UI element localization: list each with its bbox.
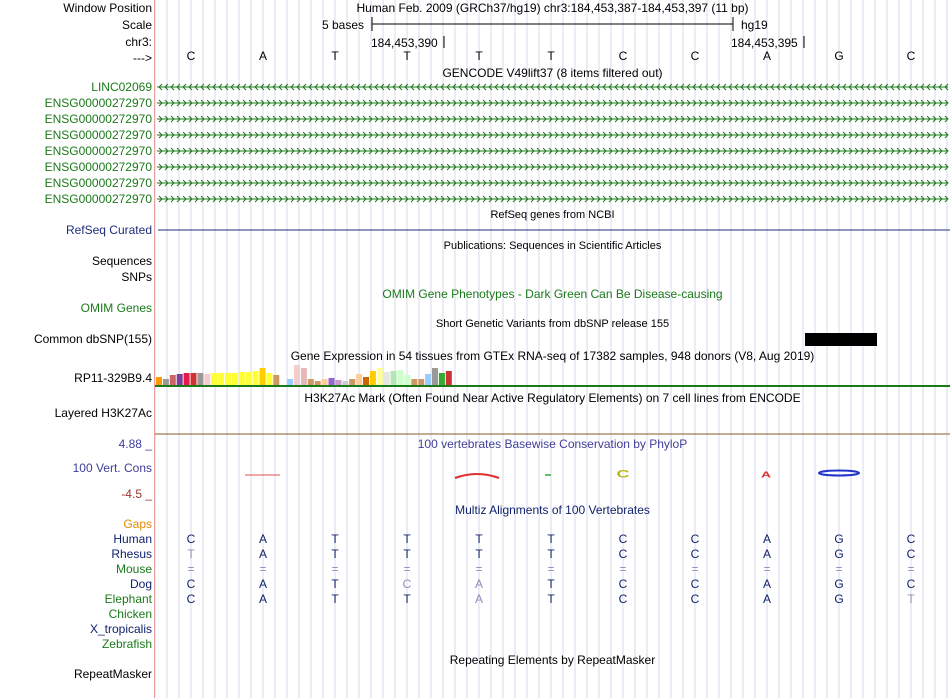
alignment-base: A bbox=[258, 547, 267, 561]
coord-2: 184,453,395 bbox=[731, 36, 798, 50]
alignment-base: C bbox=[618, 532, 628, 546]
alignment-base: T bbox=[331, 577, 339, 591]
coord-1: 184,453,390 bbox=[371, 36, 438, 50]
species-elephant[interactable]: Elephant bbox=[104, 592, 152, 606]
ref-base: A bbox=[762, 49, 771, 63]
gtex-gene-label[interactable]: RP11-329B9.4 bbox=[74, 371, 152, 385]
gene-label-ensg[interactable]: ENSG00000272970 bbox=[44, 144, 152, 158]
gene-label-linc02069[interactable]: LINC02069 bbox=[91, 80, 152, 94]
alignment-base: C bbox=[186, 577, 196, 591]
omim-label[interactable]: OMIM Genes bbox=[80, 301, 152, 315]
ref-base: T bbox=[403, 49, 411, 63]
h3k27ac-title: H3K27Ac Mark (Often Found Near Active Regulatory Elements) on 7 cell lines from ENCODE bbox=[304, 391, 801, 405]
alignment-base: A bbox=[474, 592, 483, 606]
sequences-label[interactable]: Sequences bbox=[91, 254, 152, 268]
species-chicken[interactable]: Chicken bbox=[108, 607, 152, 621]
species-rhesus[interactable]: Rhesus bbox=[111, 547, 152, 561]
ref-base: T bbox=[547, 49, 555, 63]
alignment-base: = bbox=[619, 562, 627, 576]
refseq-title: RefSeq genes from NCBI bbox=[490, 209, 615, 221]
alignment-base: A bbox=[762, 547, 771, 561]
alignment-base: G bbox=[834, 592, 844, 606]
repeatmasker-label[interactable]: RepeatMasker bbox=[73, 667, 152, 681]
h3k27ac-label[interactable]: Layered H3K27Ac bbox=[54, 406, 152, 420]
ref-base: C bbox=[906, 49, 916, 63]
alignment-base: C bbox=[618, 547, 628, 561]
cons-track-label[interactable]: 100 Vert. Cons bbox=[72, 461, 152, 475]
gene-label-ensg[interactable]: ENSG00000272970 bbox=[44, 192, 152, 206]
alignment-base: C bbox=[618, 577, 628, 591]
gene-label-ensg[interactable]: ENSG00000272970 bbox=[44, 160, 152, 174]
alignment-base: C bbox=[186, 532, 196, 546]
alignment-base: = bbox=[835, 562, 843, 576]
ref-base: A bbox=[258, 49, 267, 63]
ref-base: T bbox=[475, 49, 483, 63]
species-dog[interactable]: Dog bbox=[129, 577, 152, 591]
alignment-base: T bbox=[331, 592, 339, 606]
ref-base: C bbox=[690, 49, 700, 63]
alignment-base: T bbox=[331, 547, 339, 561]
alignment-base: = bbox=[547, 562, 555, 576]
alignment-base: T bbox=[475, 532, 483, 546]
alignment-base: A bbox=[762, 577, 771, 591]
alignment-base: T bbox=[547, 532, 555, 546]
alignment-base: A bbox=[762, 592, 771, 606]
alignment-base: G bbox=[834, 577, 844, 591]
alignment-base: T bbox=[403, 532, 411, 546]
alignment-base: T bbox=[187, 547, 195, 561]
alignment-base: = bbox=[763, 562, 771, 576]
alignment-base: T bbox=[475, 547, 483, 561]
dbsnp-title: Short Genetic Variants from dbSNP release 155 bbox=[435, 318, 670, 330]
alignment-base: C bbox=[186, 592, 196, 606]
alignment-base: A bbox=[258, 577, 267, 591]
alignment-base: = bbox=[403, 562, 411, 576]
ref-base: G bbox=[834, 49, 844, 63]
alignment-base: T bbox=[547, 577, 555, 591]
alignment-base: A bbox=[258, 532, 267, 546]
position-text: Human Feb. 2009 (GRCh37/hg19) chr3:184,453,387-184,453,397 (11 bp) bbox=[356, 1, 749, 15]
gene-label-ensg[interactable]: ENSG00000272970 bbox=[44, 176, 152, 190]
gene-label-ensg[interactable]: ENSG00000272970 bbox=[44, 112, 152, 126]
gaps-label: Gaps bbox=[123, 517, 152, 531]
multiz-title: Multiz Alignments of 100 Vertebrates bbox=[455, 503, 650, 517]
alignment-base: A bbox=[474, 577, 483, 591]
alignment-base: T bbox=[331, 532, 339, 546]
alignment-base: G bbox=[834, 532, 844, 546]
gtex-title: Gene Expression in 54 tissues from GTEx RNA-seq of 17382 samples, 948 donors (V8, Aug 2019) bbox=[290, 349, 815, 363]
gene-label-ensg[interactable]: ENSG00000272970 bbox=[44, 96, 152, 110]
cons-max-label: 4.88 _ bbox=[118, 437, 152, 451]
window-position-label[interactable]: Window Position bbox=[63, 1, 152, 15]
strand-label[interactable]: ---> bbox=[133, 51, 152, 65]
alignment-base: A bbox=[762, 532, 771, 546]
alignment-base: G bbox=[834, 547, 844, 561]
alignment-base: C bbox=[906, 577, 916, 591]
gencode-title: GENCODE V49lift37 (8 items filtered out) bbox=[442, 66, 663, 80]
alignment-base: T bbox=[547, 592, 555, 606]
cons-min-label: -4.5 _ bbox=[121, 487, 152, 501]
alignment-base: C bbox=[690, 577, 700, 591]
alignment-base: C bbox=[690, 532, 700, 546]
phylop-title: 100 vertebrates Basewise Conservation by PhyloP bbox=[417, 437, 688, 451]
ref-base: C bbox=[618, 49, 628, 63]
scale-label[interactable]: Scale bbox=[121, 18, 152, 32]
gene-label-ensg[interactable]: ENSG00000272970 bbox=[44, 128, 152, 142]
pubs-title: Publications: Sequences in Scientific Articles bbox=[443, 240, 662, 252]
alignment-base: = bbox=[907, 562, 915, 576]
alignment-base: T bbox=[907, 592, 915, 606]
dbsnp-label[interactable]: Common dbSNP(155) bbox=[33, 332, 152, 346]
alignment-base: T bbox=[547, 547, 555, 561]
alignment-base: = bbox=[475, 562, 483, 576]
alignment-base: = bbox=[691, 562, 699, 576]
svg-text:A: A bbox=[760, 471, 772, 480]
alignment-base: = bbox=[187, 562, 195, 576]
scale-text: 5 bases bbox=[322, 18, 365, 32]
ref-base: T bbox=[331, 49, 339, 63]
repeatmasker-title: Repeating Elements by RepeatMasker bbox=[449, 653, 656, 667]
alignment-base: T bbox=[403, 547, 411, 561]
alignment-base: C bbox=[690, 547, 700, 561]
alignment-base: C bbox=[402, 577, 412, 591]
alignment-base: C bbox=[906, 547, 916, 561]
alignment-base: = bbox=[331, 562, 339, 576]
assembly-text: hg19 bbox=[741, 18, 768, 32]
alignment-base: A bbox=[258, 592, 267, 606]
snps-label[interactable]: SNPs bbox=[121, 270, 152, 284]
alignment-base: C bbox=[690, 592, 700, 606]
species-zebrafish[interactable]: Zebrafish bbox=[101, 637, 152, 651]
species-mouse[interactable]: Mouse bbox=[115, 562, 152, 576]
tracks-area bbox=[155, 0, 950, 698]
ref-base: C bbox=[186, 49, 196, 63]
refseq-label[interactable]: RefSeq Curated bbox=[65, 223, 152, 237]
alignment-base: C bbox=[906, 532, 916, 546]
alignment-base: T bbox=[403, 592, 411, 606]
chrom-label[interactable]: chr3: bbox=[125, 35, 152, 49]
species-x-tropicalis[interactable]: X_tropicalis bbox=[89, 622, 152, 636]
alignment-base: C bbox=[618, 592, 628, 606]
omim-title: OMIM Gene Phenotypes - Dark Green Can Be Disease-causing bbox=[382, 287, 723, 301]
svg-text:C: C bbox=[616, 468, 630, 481]
alignment-base: = bbox=[259, 562, 267, 576]
track-labels bbox=[0, 0, 155, 698]
species-human[interactable]: Human bbox=[113, 532, 152, 546]
